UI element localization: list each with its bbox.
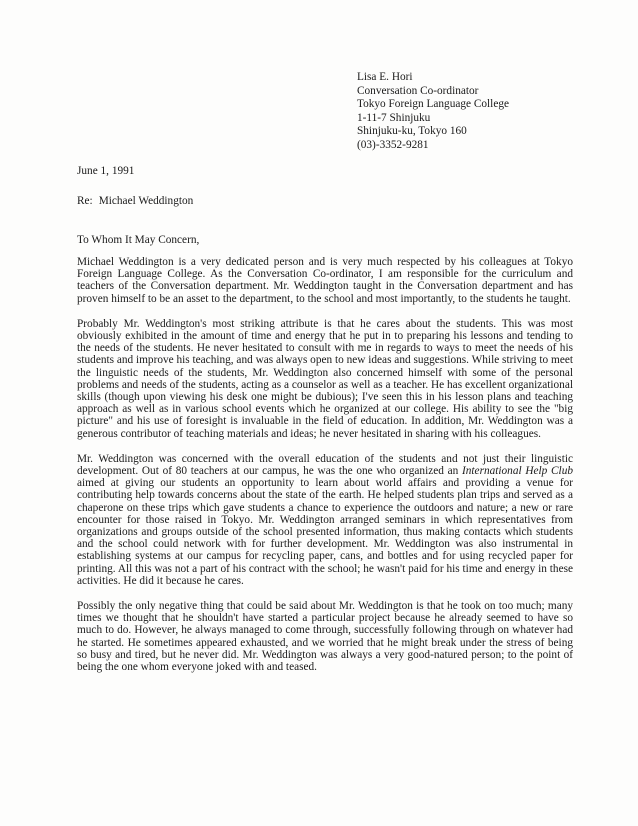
paragraph-4: Possibly the only negative thing that could be said about Mr. Weddington is that he took on too much; many times we thought that he shouldn't have started a particular project because he already seemed to have so much to do. However, he always managed to come through, successfully following through on whatever had he started. He sometimes appeared exhausted, and we worried that he might break under the stress of being so busy and tired, but he never did. Mr. Weddington was always a very good-natured person; to the point of being the one whom everyone joked with and teased. xyxy=(77,600,573,674)
sender-title: Conversation Co-ordinator xyxy=(357,84,479,97)
letter-body xyxy=(77,256,573,686)
paragraph-3-text-start: Mr. Weddington was concerned with the overall education of the students and not just their linguistic development. Out of 80 teachers at our campus, he was the one who organized an xyxy=(77,452,573,478)
paragraph-1: Michael Weddington is a very dedicated person and is very much respected by his colleagues at Tokyo Foreign Language College. As the Conversation Co-ordinator, I am responsible for the curriculum and teachers of the Conversation department. Mr. Weddington taught in the Conversation department and has proven himself to be an asset to the department, to the school and most importantly, to the students he taught. xyxy=(77,256,573,305)
subject-label: Re: xyxy=(77,195,93,207)
sender-name: Lisa E. Hori xyxy=(357,71,413,83)
paragraph-3-text-end: aimed at giving our students an opportunity to learn about world affairs and providing a venue for contributing help towards concerns about the state of the earth. He helped students plan trips and served as a chaperone on these trips which gave students a chance to experience the outdoors and nature; a new or rare encounter for those raised in Tokyo. Mr. Weddington arranged seminars in which representatives from organizations and groups outside of the school presented information, thus making contacts which students and the school could network with for further development. Mr. Weddington was also instrumental in establishing systems at our campus for recycling paper, cans, and bottles and for using recycled paper for printing. All this was not a part of his contract with the school; he wasn't paid for his time and energy in these activities. He did it because he cares. xyxy=(77,477,573,587)
sender-organization: Tokyo Foreign Language College xyxy=(357,98,509,111)
sender-phone: (03)-3352-9281 xyxy=(357,138,429,151)
paragraph-2: Probably Mr. Weddington's most striking attribute is that he cares about the students. This was most obviously exhibited in the amount of time and energy that he put in to preparing his lessons and tending to the needs of the students. He never hesitated to consult with me in regards to ways to meet the needs of his students and improve his teaching, and was always open to new ideas and suggestions. While striving to meet the linguistic needs of the students, Mr. Weddington also concerned himself with some of the personal problems and needs of the students, acting as a counselor as well as a teacher. He has excellent organizational skills (though upon viewing his desk one might be dubious); I've seen this in his lesson plans and teaching approach as well as in various school events which he organized at our college. His ability to see the "big picture" and his use of foresight is invaluable in the field of education. In addition, Mr. Weddington was a generous contributor of teaching materials and ideas; he never hesitated in sharing with his colleagues. xyxy=(77,317,573,440)
subject-name: Michael Weddington xyxy=(98,195,194,207)
salutation: To Whom It May Concern, xyxy=(77,234,200,246)
club-name: International Help Club xyxy=(462,465,573,478)
sender-address-line1: 1-11-7 Shinjuku xyxy=(357,111,431,124)
letter-date: June 1, 1991 xyxy=(77,165,135,177)
subject-line xyxy=(77,195,193,207)
sender-address-line2: Shinjuku-ku, Tokyo 160 xyxy=(357,125,467,138)
sender-address-block xyxy=(357,71,509,153)
paragraph-3 xyxy=(77,453,573,587)
